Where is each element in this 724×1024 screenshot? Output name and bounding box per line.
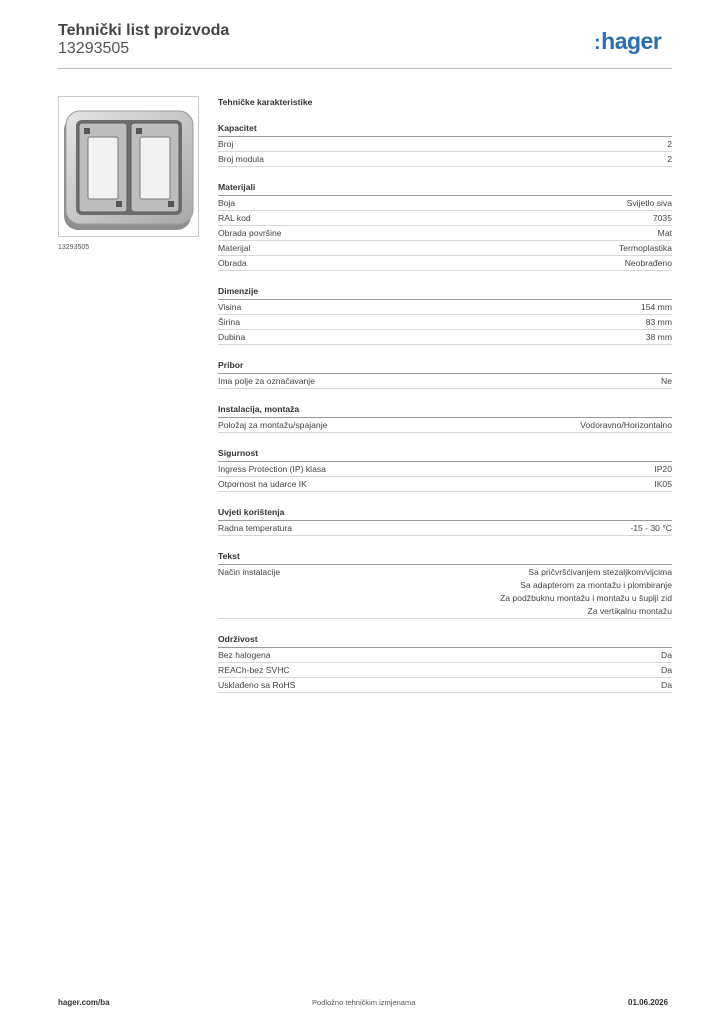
spec-row — [218, 300, 672, 315]
spec-group-title: Materijali — [218, 181, 672, 196]
spec-row — [218, 256, 672, 271]
spec-row — [218, 211, 672, 226]
spec-label: Način instalacije — [218, 567, 281, 577]
spec-value: IK05 — [654, 479, 672, 489]
spec-label: Visina — [218, 302, 242, 312]
spec-label: Ingress Protection (IP) klasa — [218, 464, 326, 474]
spec-value: 2 — [667, 154, 672, 164]
spec-group — [218, 550, 672, 619]
spec-group-title: Instalacija, montaža — [218, 403, 672, 418]
spec-group-title: Tekst — [218, 550, 672, 565]
logo-text: hager — [601, 28, 662, 54]
spec-group — [218, 447, 672, 492]
spec-group — [218, 181, 672, 271]
spec-value: 38 mm — [645, 332, 672, 342]
spec-group — [218, 506, 672, 536]
spec-row — [218, 226, 672, 241]
spec-value: 83 mm — [645, 317, 672, 327]
spec-row — [218, 374, 672, 389]
product-code: 13293505 — [58, 40, 130, 57]
spec-value: Vodoravno/Horizontalno — [580, 420, 672, 430]
spec-value: Svijetlo siva — [626, 198, 672, 208]
spec-label: RAL kod — [218, 213, 251, 223]
spec-label: Boja — [218, 198, 236, 208]
spec-group — [218, 633, 672, 693]
spec-group — [218, 285, 672, 345]
footer-date: 01.06.2026 — [628, 998, 669, 1007]
spec-group — [218, 359, 672, 389]
spec-row — [218, 330, 672, 345]
spec-value — [500, 566, 672, 618]
spec-group-title: Dimenzije — [218, 285, 672, 300]
spec-value: Termoplastika — [618, 243, 672, 253]
spec-value-line: Sa adapterom za montažu i plombiranje — [520, 580, 672, 590]
spec-label: Bez halogena — [218, 650, 271, 660]
spec-value-line: Za podžbuknu montažu i montažu u šuplji zid — [500, 593, 672, 603]
spec-group-title: Održivost — [218, 633, 672, 648]
image-caption: 13293505 — [58, 244, 90, 251]
spec-label: Broj — [218, 139, 234, 149]
product-image-frame — [58, 96, 199, 237]
spec-value: IP20 — [654, 464, 672, 474]
spec-value: 7035 — [652, 213, 672, 223]
spec-label: Položaj za montažu/spajanje — [218, 420, 328, 430]
header-divider — [58, 68, 672, 69]
spec-label: Otpornost na udarce IK — [218, 479, 307, 489]
spec-row — [218, 521, 672, 536]
spec-group-title: Kapacitet — [218, 122, 672, 137]
spec-label: Obrada — [218, 258, 247, 268]
spec-value: Neobrađeno — [624, 258, 672, 268]
spec-value: 154 mm — [640, 302, 672, 312]
spec-row — [218, 137, 672, 152]
spec-value: Da — [661, 680, 672, 690]
spec-row — [218, 241, 672, 256]
spec-value: -15 - 30 °C — [630, 523, 672, 533]
footer-notice: Podložno tehničkim izmjenama — [312, 998, 416, 1007]
spec-row — [218, 678, 672, 693]
hager-logo — [594, 28, 661, 55]
spec-row — [218, 648, 672, 663]
logo-dots-icon: : — [594, 32, 601, 54]
product-image — [59, 97, 198, 236]
spec-row — [218, 663, 672, 678]
spec-row — [218, 565, 672, 619]
spec-label: REACh-bez SVHC — [218, 665, 290, 675]
spec-value: Mat — [657, 228, 672, 238]
spec-label: Usklađeno sa RoHS — [218, 680, 296, 690]
spec-group-title: Pribor — [218, 359, 672, 374]
spec-label: Širina — [218, 317, 240, 327]
spec-value: Da — [661, 650, 672, 660]
spec-value: 2 — [667, 139, 672, 149]
specifications — [218, 96, 672, 707]
spec-label: Broj modula — [218, 154, 264, 164]
spec-label: Materijal — [218, 243, 251, 253]
spec-value-line: Za vertikalnu montažu — [587, 606, 672, 616]
spec-group-title: Sigurnost — [218, 447, 672, 462]
spec-group-title: Uvjeti korištenja — [218, 506, 672, 521]
specifications-title: Tehničke karakteristike — [218, 97, 313, 107]
spec-row — [218, 462, 672, 477]
spec-value: Da — [661, 665, 672, 675]
spec-row — [218, 152, 672, 167]
spec-group — [218, 122, 672, 167]
spec-value: Ne — [661, 376, 672, 386]
spec-row — [218, 477, 672, 492]
footer-website[interactable]: hager.com/ba — [58, 998, 110, 1007]
spec-group — [218, 403, 672, 433]
spec-label: Ima polje za označavanje — [218, 376, 315, 386]
spec-label: Obrada površine — [218, 228, 282, 238]
spec-label: Radna temperatura — [218, 523, 293, 533]
spec-row — [218, 315, 672, 330]
spec-value-line: Sa pričvršćivanjem stezaljkom/vijcima — [528, 567, 672, 577]
spec-row — [218, 196, 672, 211]
document-title: Tehnički list proizvoda — [58, 22, 230, 39]
spec-label: Dubina — [218, 332, 246, 342]
spec-row — [218, 418, 672, 433]
